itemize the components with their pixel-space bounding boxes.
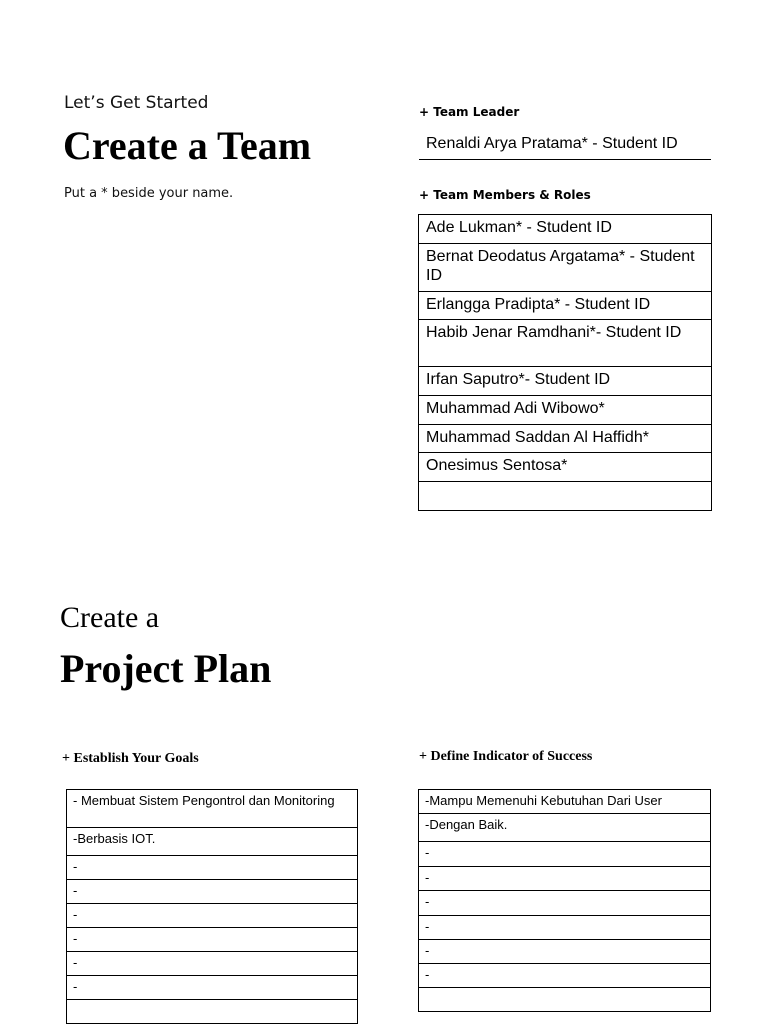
success-cell[interactable]: - (419, 867, 711, 891)
success-cell[interactable]: - (419, 891, 711, 916)
table-row (67, 880, 358, 904)
goal-cell[interactable] (67, 1000, 358, 1024)
success-cell[interactable]: - (419, 842, 711, 867)
table-row (419, 425, 712, 453)
member-cell[interactable]: Erlangga Pradipta* - Student ID (419, 292, 712, 320)
goal-cell[interactable]: - Membuat Sistem Pengontrol dan Monitoring (67, 790, 358, 828)
table-row (67, 790, 358, 828)
team-hint: Put a * beside your name. (64, 186, 234, 201)
member-cell[interactable]: Ade Lukman* - Student ID (419, 215, 712, 244)
success-cell[interactable] (419, 988, 711, 1012)
team-leader-field[interactable]: Renaldi Arya Pratama* - Student ID (419, 132, 711, 160)
table-row (419, 842, 711, 867)
table-row (419, 867, 711, 891)
success-table (418, 789, 711, 1012)
success-cell[interactable]: - (419, 964, 711, 988)
table-row (419, 367, 712, 396)
member-cell[interactable]: Onesimus Sentosa* (419, 453, 712, 482)
member-cell[interactable] (419, 482, 712, 511)
goal-cell[interactable]: -Berbasis IOT. (67, 828, 358, 856)
table-row (419, 396, 712, 425)
table-row (419, 814, 711, 842)
table-row (419, 940, 711, 964)
table-row (419, 891, 711, 916)
success-label: + Define Indicator of Success (419, 749, 593, 764)
table-row (419, 916, 711, 940)
table-row (67, 904, 358, 928)
success-cell[interactable]: -Mampu Memenuhi Kebutuhan Dari User (419, 790, 711, 814)
table-row (419, 988, 711, 1012)
goal-cell[interactable]: - (67, 976, 358, 1000)
goal-cell[interactable]: - (67, 952, 358, 976)
team-members-label: + Team Members & Roles (419, 188, 591, 202)
team-kicker: Let’s Get Started (64, 93, 209, 113)
member-cell[interactable]: Habib Jenar Ramdhani*- Student ID (419, 320, 712, 367)
table-row (67, 1000, 358, 1024)
page-title: Create a Team (63, 123, 312, 168)
team-members-table (418, 214, 712, 511)
table-row (419, 453, 712, 482)
member-cell[interactable]: Irfan Saputro*- Student ID (419, 367, 712, 396)
team-leader-label: + Team Leader (419, 105, 520, 119)
table-row (67, 976, 358, 1000)
success-cell[interactable]: - (419, 916, 711, 940)
plan-kicker: Create a (60, 601, 160, 634)
table-row (419, 292, 712, 320)
plan-title: Project Plan (60, 646, 272, 691)
member-cell[interactable]: Muhammad Adi Wibowo* (419, 396, 712, 425)
table-row (67, 952, 358, 976)
goal-cell[interactable]: - (67, 904, 358, 928)
table-row (67, 828, 358, 856)
table-row (419, 244, 712, 292)
success-cell[interactable]: - (419, 940, 711, 964)
table-row (67, 856, 358, 880)
member-cell[interactable]: Muhammad Saddan Al Haffidh* (419, 425, 712, 453)
table-row (419, 320, 712, 367)
table-row (419, 215, 712, 244)
success-cell[interactable]: -Dengan Baik. (419, 814, 711, 842)
table-row (419, 482, 712, 511)
table-row (419, 964, 711, 988)
goals-table (66, 789, 358, 1024)
goal-cell[interactable]: - (67, 856, 358, 880)
member-cell[interactable]: Bernat Deodatus Argatama* - Student ID (419, 244, 712, 292)
goals-label: + Establish Your Goals (62, 751, 199, 766)
table-row (419, 790, 711, 814)
table-row (67, 928, 358, 952)
goal-cell[interactable]: - (67, 928, 358, 952)
goal-cell[interactable]: - (67, 880, 358, 904)
